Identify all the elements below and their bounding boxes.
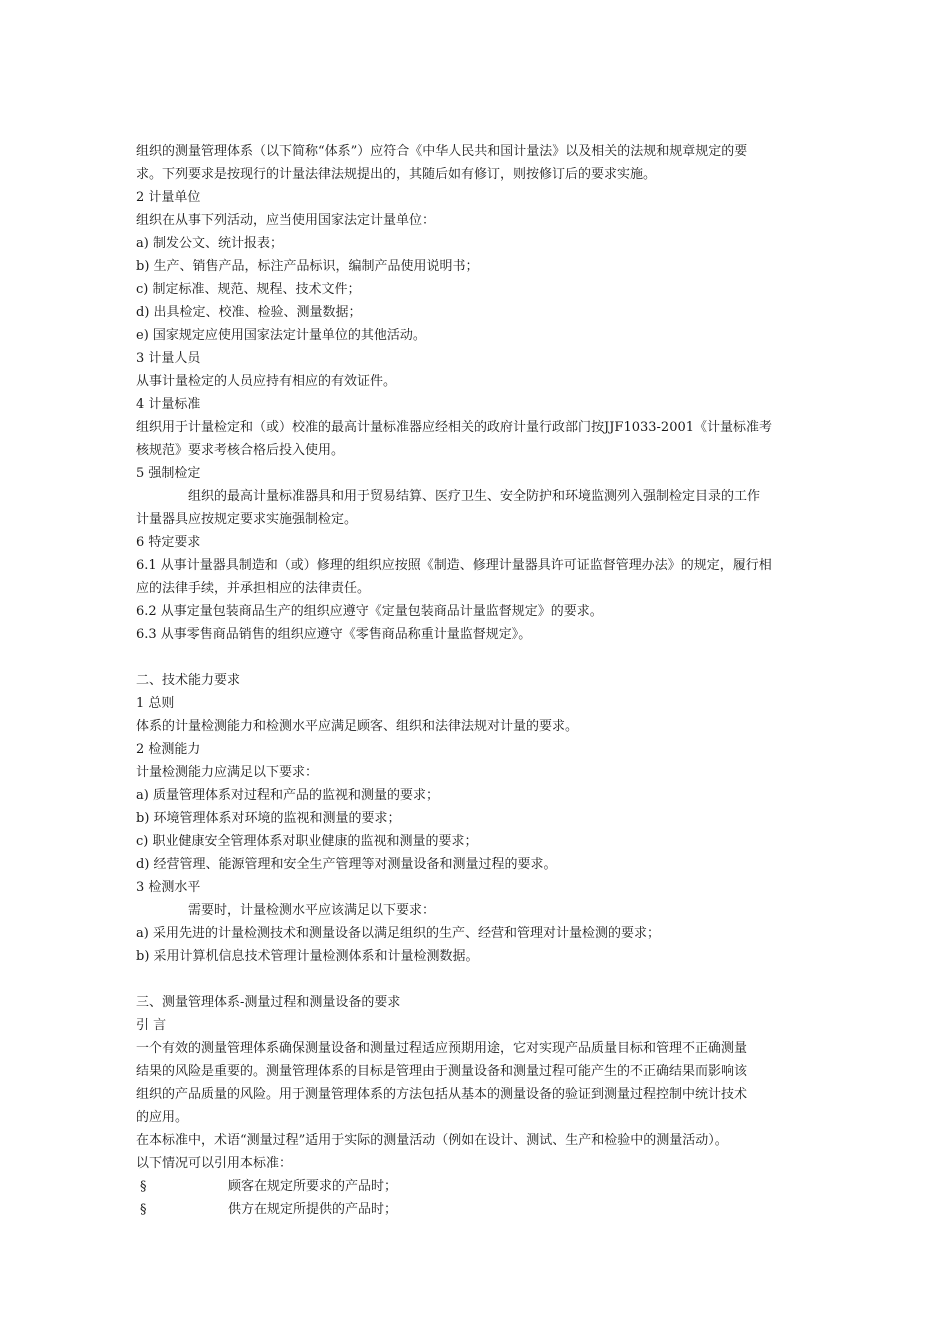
paragraph-line: 计量器具应按规定要求实施强制检定。 xyxy=(136,512,358,527)
paragraph: 6.2 从事定量包装商品生产的组织应遵守《定量包装商品计量监督规定》的要求。 xyxy=(136,604,603,619)
paragraph: 计量检测能力应满足以下要求： xyxy=(136,765,319,780)
list-item: b) 环境管理体系对环境的监视和测量的要求； xyxy=(136,811,401,826)
document-body xyxy=(136,140,816,1221)
paragraph: 体系的计量检测能力和检测水平应满足顾客、组织和法律法规对计量的要求。 xyxy=(136,719,579,734)
bullet-text: 顾客在规定所要求的产品时； xyxy=(228,1179,398,1194)
paragraph-line: 结果的风险是重要的。测量管理体系的目标是管理由于测量设备和测量过程可能产生的不正确结果而影响该 xyxy=(136,1064,748,1079)
section-heading: 2 检测能力 xyxy=(136,742,201,757)
section-sign-icon: § xyxy=(140,1202,147,1217)
list-item: d) 出具检定、校准、检验、测量数据； xyxy=(136,305,362,320)
intro-line-2: 求。下列要求是按现行的计量法律法规提出的，其随后如有修订，则按修订后的要求实施。 xyxy=(136,167,657,182)
list-item: b) 采用计算机信息技术管理计量检测体系和计量检测数据。 xyxy=(136,949,479,964)
part-title: 三、测量管理体系-测量过程和测量设备的要求 xyxy=(136,995,401,1010)
list-item: a) 制发公文、统计报表； xyxy=(136,236,283,251)
section-heading: 6 特定要求 xyxy=(136,535,201,550)
list-item: a) 采用先进的计量检测技术和测量设备以满足组织的生产、经营和管理对计量检测的要求； xyxy=(136,926,660,941)
paragraph: 6.3 从事零售商品销售的组织应遵守《零售商品称重计量监督规定》。 xyxy=(136,627,532,642)
bullet-item xyxy=(136,1198,816,1221)
list-item: c) 制定标准、规范、规程、技术文件； xyxy=(136,282,361,297)
section-sign-icon: § xyxy=(140,1179,147,1194)
spacer xyxy=(136,968,816,991)
bullet-text: 供方在规定所提供的产品时； xyxy=(228,1202,398,1217)
paragraph-line: 6.1 从事计量器具制造和（或）修理的组织应按照《制造、修理计量器具许可证监督管理办法》的规定，履行相 xyxy=(136,558,772,573)
list-item: c) 职业健康安全管理体系对职业健康的监视和测量的要求； xyxy=(136,834,478,849)
paragraph-line: 组织用于计量检定和（或）校准的最高计量标准器应经相关的政府计量行政部门按JJF1033-2001《计量标准考 xyxy=(136,420,773,435)
list-item: e) 国家规定应使用国家法定计量单位的其他活动。 xyxy=(136,328,426,343)
section-heading: 2 计量单位 xyxy=(136,190,201,205)
paragraph: 组织在从事下列活动，应当使用国家法定计量单位： xyxy=(136,213,436,228)
section-heading: 3 计量人员 xyxy=(136,351,201,366)
paragraph-line: 组织的产品质量的风险。用于测量管理体系的方法包括从基本的测量设备的验证到测量过程控制中统计技术 xyxy=(136,1087,748,1102)
section-heading: 5 强制检定 xyxy=(136,466,201,481)
paragraph-line: 应的法律手续，并承担相应的法律责任。 xyxy=(136,581,371,596)
part-title: 二、技术能力要求 xyxy=(136,673,241,688)
section-heading: 1 总则 xyxy=(136,696,175,711)
paragraph-line: 组织的最高计量标准器具和用于贸易结算、医疗卫生、安全防护和环境监测列入强制检定目录的工作 xyxy=(188,489,761,504)
section-heading: 4 计量标准 xyxy=(136,397,201,412)
section-heading: 引 言 xyxy=(136,1018,167,1033)
paragraph-line: 核规范》要求考核合格后投入使用。 xyxy=(136,443,345,458)
paragraph-line: 一个有效的测量管理体系确保测量设备和测量过程适应预期用途，它对实现产品质量目标和管理不正确测量 xyxy=(136,1041,748,1056)
list-item: b) 生产、销售产品，标注产品标识，编制产品使用说明书； xyxy=(136,259,479,274)
list-item: a) 质量管理体系对过程和产品的监视和测量的要求； xyxy=(136,788,439,803)
intro-line-1: 组织的测量管理体系（以下简称“体系”）应符合《中华人民共和国计量法》以及相关的法规和规章规定的要 xyxy=(136,144,748,159)
paragraph: 需要时，计量检测水平应该满足以下要求： xyxy=(188,903,436,918)
bullet-item xyxy=(136,1175,816,1198)
paragraph: 从事计量检定的人员应持有相应的有效证件。 xyxy=(136,374,397,389)
spacer xyxy=(136,646,816,669)
paragraph-line: 的应用。 xyxy=(136,1110,189,1125)
list-item: d) 经营管理、能源管理和安全生产管理等对测量设备和测量过程的要求。 xyxy=(136,857,557,872)
paragraph: 以下情况可以引用本标准： xyxy=(136,1156,293,1171)
paragraph: 在本标准中，术语“测量过程”适用于实际的测量活动（例如在设计、测试、生产和检验中的测量活动）。 xyxy=(136,1133,728,1148)
section-heading: 3 检测水平 xyxy=(136,880,201,895)
